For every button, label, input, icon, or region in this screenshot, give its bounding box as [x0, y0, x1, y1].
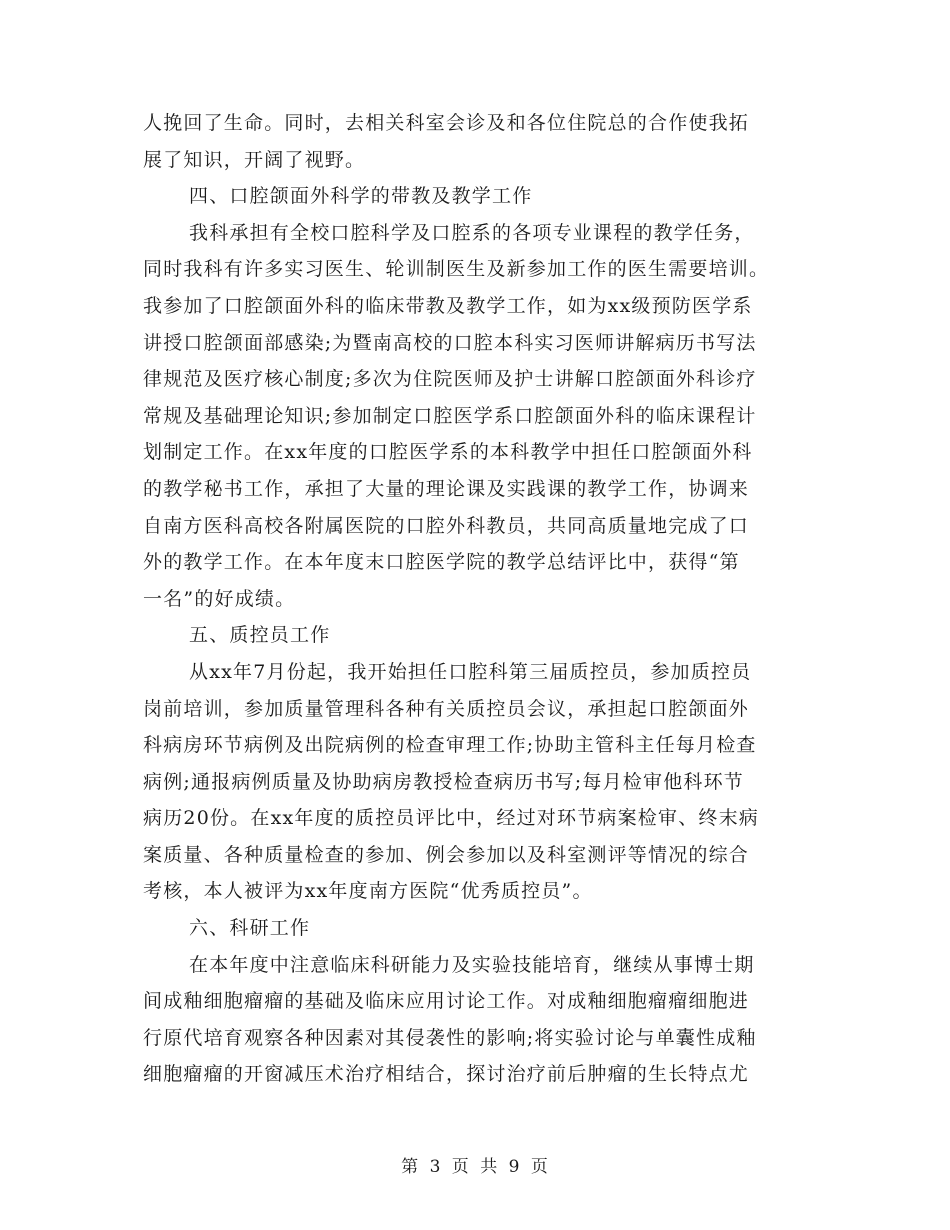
text-line: 我参加了口腔颌面外科的临床带教及教学工作，如为xx级预防医学系 [143, 294, 753, 317]
text-line: 一名”的好成绩。 [143, 587, 296, 610]
text-line: 四、口腔颌面外科学的带教及教学工作 [189, 185, 533, 208]
text-line: 我科承担有全校口腔科学及口腔系的各项专业课程的教学任务， [189, 221, 755, 244]
text-line: 考核，本人被评为xx年度南方医院“优秀质控员”。 [143, 880, 593, 903]
text-line: 的教学秘书工作，承担了大量的理论课及实践课的教学工作，协调来 [143, 477, 750, 500]
document-body [143, 105, 808, 1093]
text-line: 同时我科有许多实习医生、轮训制医生及新参加工作的医生需要培训。 [143, 258, 770, 281]
text-line: 病历20份。在xx年度的质控员评比中，经过对环节病案检审、终末病 [143, 807, 760, 830]
page-footer: 第 3 页 共 9 页 [401, 1157, 549, 1177]
text-line: 展了知识，开阔了视野。 [143, 148, 366, 171]
text-line: 五、质控员工作 [189, 624, 331, 647]
text-line: 案质量、各种质量检查的参加、例会参加以及科室测评等情况的综合 [143, 843, 750, 866]
text-line: 细胞瘤瘤的开窗减压术治疗相结合，探讨治疗前后肿瘤的生长特点尤 [143, 1063, 750, 1086]
text-line: 六、科研工作 [189, 917, 311, 940]
text-line: 科病房环节病例及出院病例的检查审理工作;协助主管科主任每月检查 [143, 734, 757, 757]
text-line: 行原代培育观察各种因素对其侵袭性的影响;将实验讨论与单囊性成釉 [143, 1026, 757, 1049]
text-line: 划制定工作。在xx年度的口腔医学系的本科教学中担任口腔颌面外科 [143, 441, 753, 464]
text-line: 自南方医科高校各附属医院的口腔外科教员，共同高质量地完成了口 [143, 514, 750, 537]
text-line: 间成釉细胞瘤瘤的基础及临床应用讨论工作。对成釉细胞瘤瘤细胞进 [143, 990, 750, 1013]
text-line: 从xx年7月份起，我开始担任口腔科第三届质控员，参加质控员 [189, 660, 752, 683]
text-line: 外的教学工作。在本年度末口腔医学院的教学总结评比中，获得“第 [143, 551, 740, 574]
text-line: 常规及基础理论知识;参加制定口腔医学系口腔颌面外科的临床课程计 [143, 404, 757, 427]
text-line: 律规范及医疗核心制度;多次为住院医师及护士讲解口腔颌面外科诊疗 [143, 368, 757, 391]
text-line: 人挽回了生命。同时，去相关科室会诊及和各位住院总的合作使我拓 [143, 112, 750, 134]
text-line: 岗前培训，参加质量管理科各种有关质控员会议，承担起口腔颌面外 [143, 697, 750, 720]
text-line: 讲授口腔颌面部感染;为暨南高校的口腔本科实习医师讲解病历书写法 [143, 331, 757, 354]
text-line: 在本年度中注意临床科研能力及实验技能培育，继续从事博士期 [189, 953, 755, 976]
text-line: 病例;通报病例质量及协助病房教授检查病历书写;每月检审他科环节 [143, 770, 745, 793]
